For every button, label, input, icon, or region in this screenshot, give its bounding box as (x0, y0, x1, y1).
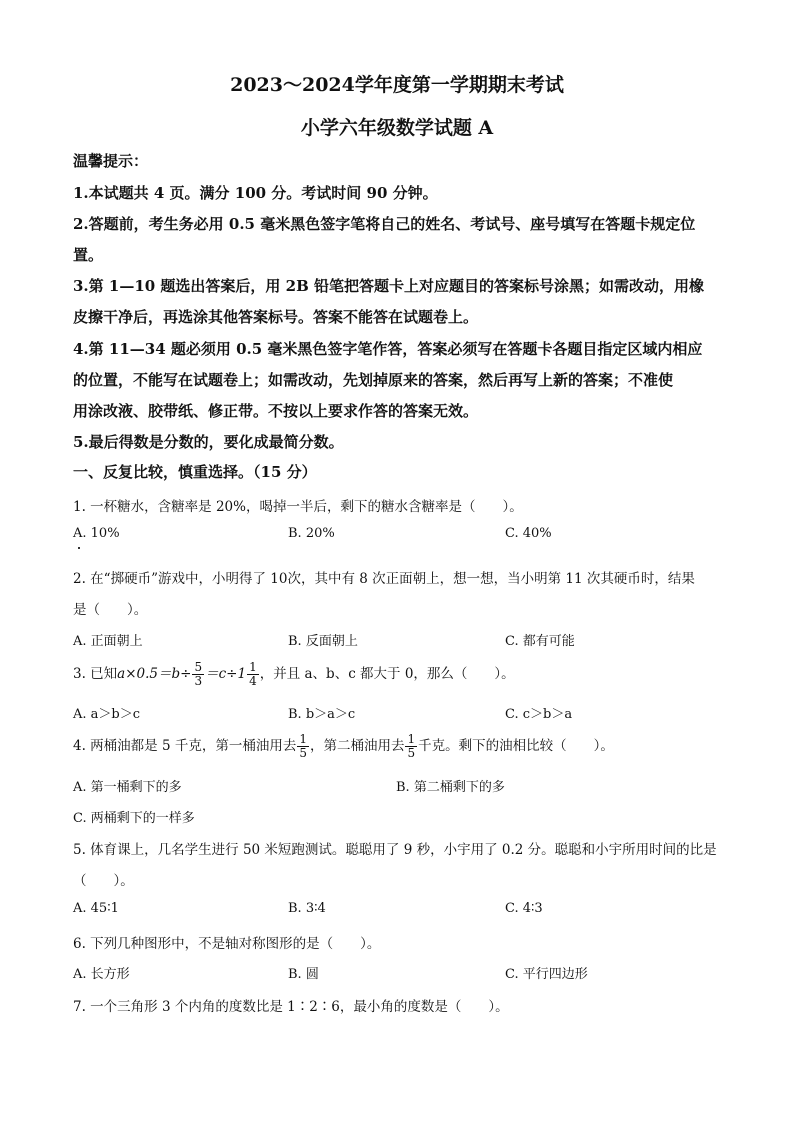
q3-frac1-den: 3 (194, 674, 203, 688)
tip-line: 1.本试题共 4 页。满分 100 分。考试时间 90 分钟。 (73, 184, 438, 202)
question-5-line2: （ ）。 (73, 873, 134, 889)
q3-frac2-den: 4 (249, 674, 257, 688)
q3-prefix: 3. 已知 (73, 666, 118, 682)
q5-option-b: B. 3∶4 (288, 901, 326, 916)
q6-option-c: C. 平行四边形 (505, 967, 588, 982)
question-5-line1: 5. 体育课上，几名学生进行 50 米短跑测试。聪聪用了 9 秒，小宇用了 0.2 分。聪聪和小宇所用时间的比是 (73, 842, 717, 858)
stray-dot (78, 547, 80, 549)
q1-option-a: A. 10% (73, 526, 120, 541)
tip-line: 4.第 11—34 题必须用 0.5 毫米黑色签字笔作答，答案必须写在答题卡各题目指定区域内相应 (73, 340, 703, 358)
tip-line: 2.答题前，考生务必用 0.5 毫米黑色签字笔将自己的姓名、考试号、座号填写在答题卡规定位 (73, 215, 696, 233)
q1-option-c: C. 40% (505, 526, 552, 541)
tip-line: 置。 (73, 246, 104, 264)
tip-line: 的位置，不能写在试题卷上；如需改动，先划掉原来的答案，然后再写上新的答案；不准使 (73, 371, 674, 389)
question-3 (73, 656, 733, 692)
q6-option-b: B. 圆 (288, 967, 319, 982)
section-heading: 一、反复比较，慎重选择。（15 分） (73, 463, 317, 481)
q4-option-b: B. 第二桶剩下的多 (396, 780, 505, 795)
q4-fraction-1 (297, 733, 309, 760)
q4-middle: ，第二桶油用去 (309, 738, 405, 754)
tips-heading: 温馨提示： (73, 152, 149, 170)
q2-option-b: B. 反面朝上 (288, 634, 358, 649)
q4-frac1-num: 1 (299, 732, 307, 746)
q4-option-a: A. 第一桶剩下的多 (73, 780, 182, 795)
q3-frac1-num: 5 (194, 660, 203, 674)
q3-option-c: C. c＞b＞a (505, 707, 573, 722)
tip-line: 3.第 1—10 题选出答案后，用 2B 铅笔把答题卡上对应题目的答案标号涂黑；如需改动，用橡 (73, 277, 704, 295)
q1-option-b: B. 20% (288, 526, 335, 541)
q4-prefix: 4. 两桶油都是 5 千克，第一桶油用去 (73, 738, 297, 754)
question-6: 6. 下列几种图形中，不是轴对称图形的是（ ）。 (73, 936, 381, 952)
question-2-line1: 2. 在“掷硬币”游戏中，小明得了 10次，其中有 8 次正面朝上，想一想，当小明第 11 次其硬币时，结果 (73, 571, 695, 587)
q6-option-a: A. 长方形 (73, 967, 130, 982)
q4-frac2-den: 5 (407, 746, 416, 760)
q4-frac2-num: 1 (407, 732, 416, 746)
q3-frac2-num: 1 (249, 660, 257, 674)
tip-line: 皮擦干净后，再选涂其他答案标号。答案不能答在试题卷上。 (73, 308, 479, 326)
question-7: 7. 一个三角形 3 个内角的度数比是 1∶2∶6，最小角的度数是（ ）。 (73, 999, 509, 1015)
q4-fraction-2 (405, 733, 417, 760)
q3-option-b: B. b＞a＞c (288, 707, 356, 722)
question-2-line2: 是（ ）。 (73, 602, 148, 618)
q3-fraction-2 (247, 661, 259, 688)
exam-subtitle: 小学六年级数学试题 A (300, 117, 494, 139)
q4-option-c: C. 两桶剩下的一样多 (73, 811, 195, 826)
q4-suffix: 千克。剩下的油相比较（ ）。 (418, 738, 614, 754)
q2-option-a: A. 正面朝上 (73, 634, 143, 649)
question-1: 1. 一杯糖水，含糖率是 20%，喝掉一半后，剩下的糖水含糖率是（ ）。 (73, 499, 523, 515)
q5-option-c: C. 4∶3 (505, 901, 543, 916)
q2-option-c: C. 都有可能 (505, 634, 575, 649)
tip-line: 5.最后得数是分数的，要化成最简分数。 (73, 433, 344, 451)
q3-expr-a: a×0.5＝b÷ (117, 666, 192, 682)
q3-option-a: A. a＞b＞c (73, 707, 141, 722)
q5-option-a: A. 45∶1 (73, 901, 119, 916)
q4-frac1-den: 5 (299, 746, 307, 760)
exam-title: 2023～2024学年度第一学期期末考试 (230, 74, 564, 96)
tip-line: 用涂改液、胶带纸、修正带。不按以上要求作答的答案无效。 (73, 402, 479, 420)
q3-suffix: ，并且 a、b、c 都大于 0，那么（ ）。 (259, 666, 515, 682)
q3-fraction-1 (192, 661, 204, 688)
question-4 (73, 728, 733, 764)
q3-expr-c: ＝c÷1 (205, 666, 247, 682)
